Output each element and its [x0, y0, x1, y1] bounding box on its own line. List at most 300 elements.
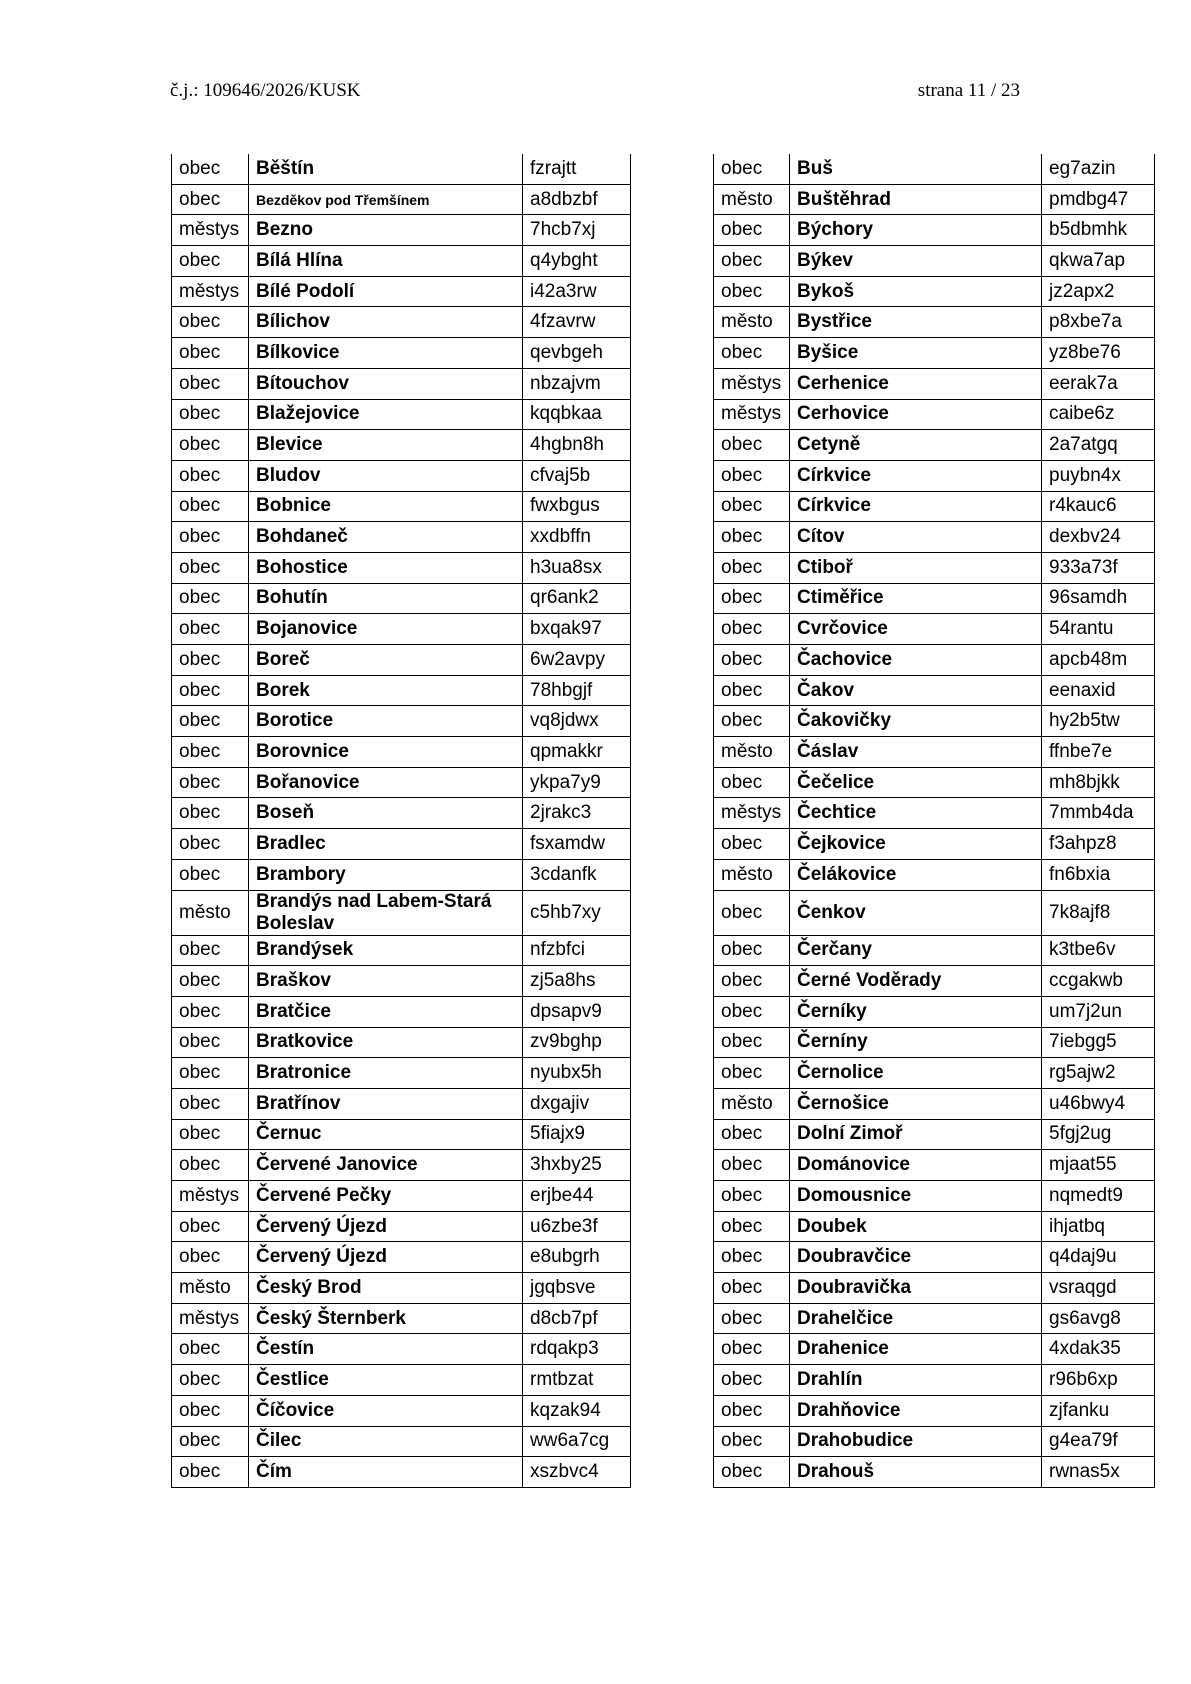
table-row	[172, 430, 1155, 461]
right-name-cell: Čakovičky	[790, 706, 1042, 737]
right-type-cell: obec	[714, 1027, 790, 1058]
column-gap	[631, 798, 714, 829]
right-name-cell: Drahouš	[790, 1457, 1042, 1488]
right-type-cell: město	[714, 737, 790, 768]
left-type-cell: městys	[172, 215, 249, 246]
right-name-cell: Bystřice	[790, 307, 1042, 338]
column-gap	[631, 552, 714, 583]
column-gap	[631, 583, 714, 614]
left-type-cell: obec	[172, 1058, 249, 1089]
left-name-cell: Bradlec	[249, 829, 523, 860]
left-code-cell: nfzbfci	[523, 935, 631, 966]
left-code-cell: 7hcb7xj	[523, 215, 631, 246]
right-name-cell: Býkev	[790, 246, 1042, 277]
right-name-cell: Černošice	[790, 1088, 1042, 1119]
left-code-cell: vq8jdwx	[523, 706, 631, 737]
left-type-cell: obec	[172, 859, 249, 890]
right-code-cell: 5fgj2ug	[1042, 1119, 1155, 1150]
right-type-cell: obec	[714, 1058, 790, 1089]
right-code-cell: r96b6xp	[1042, 1365, 1155, 1396]
left-code-cell: 3cdanfk	[523, 859, 631, 890]
table-row	[172, 859, 1155, 890]
column-gap	[631, 522, 714, 553]
right-type-cell: obec	[714, 1273, 790, 1304]
left-code-cell: h3ua8sx	[523, 552, 631, 583]
right-type-cell: obec	[714, 645, 790, 676]
right-type-cell: město	[714, 1088, 790, 1119]
left-name-cell: Bítouchov	[249, 368, 523, 399]
column-gap	[631, 1058, 714, 1089]
left-name-cell: Brambory	[249, 859, 523, 890]
left-name-cell: Bezno	[249, 215, 523, 246]
right-name-cell: Církvice	[790, 460, 1042, 491]
left-name-cell: Čilec	[249, 1426, 523, 1457]
right-code-cell: hy2b5tw	[1042, 706, 1155, 737]
right-code-cell: um7j2un	[1042, 996, 1155, 1027]
right-name-cell: Drahňovice	[790, 1395, 1042, 1426]
right-name-cell: Čerčany	[790, 935, 1042, 966]
left-code-cell: i42a3rw	[523, 276, 631, 307]
column-gap	[631, 430, 714, 461]
left-code-cell: erjbe44	[523, 1181, 631, 1212]
right-code-cell: b5dbmhk	[1042, 215, 1155, 246]
left-code-cell: kqqbkaa	[523, 399, 631, 430]
right-name-cell: Církvice	[790, 491, 1042, 522]
column-gap	[631, 1181, 714, 1212]
table-row	[172, 1119, 1155, 1150]
left-name-cell: Bratčice	[249, 996, 523, 1027]
left-name-cell: Bratronice	[249, 1058, 523, 1089]
left-code-cell: 2jrakc3	[523, 798, 631, 829]
right-name-cell: Čečelice	[790, 767, 1042, 798]
column-gap	[631, 184, 714, 215]
left-name-cell: Bratřínov	[249, 1088, 523, 1119]
left-type-cell: obec	[172, 399, 249, 430]
right-type-cell: město	[714, 859, 790, 890]
right-name-cell: Bykoš	[790, 276, 1042, 307]
left-code-cell: a8dbzbf	[523, 184, 631, 215]
left-name-cell: Brandýs nad Labem-Stará Boleslav	[249, 890, 523, 935]
column-gap	[631, 491, 714, 522]
right-type-cell: obec	[714, 966, 790, 997]
left-name-cell: Běštín	[249, 154, 523, 184]
right-name-cell: Drahenice	[790, 1334, 1042, 1365]
right-type-cell: obec	[714, 1365, 790, 1396]
right-code-cell: vsraqgd	[1042, 1273, 1155, 1304]
left-code-cell: d8cb7pf	[523, 1303, 631, 1334]
left-code-cell: 4fzavrw	[523, 307, 631, 338]
table-row	[172, 338, 1155, 369]
right-code-cell: 2a7atgq	[1042, 430, 1155, 461]
table-row	[172, 675, 1155, 706]
left-name-cell: Číčovice	[249, 1395, 523, 1426]
table-row	[172, 1303, 1155, 1334]
column-gap	[631, 154, 714, 184]
right-code-cell: rwnas5x	[1042, 1457, 1155, 1488]
left-name-cell: Boseň	[249, 798, 523, 829]
right-code-cell: 7mmb4da	[1042, 798, 1155, 829]
right-code-cell: q4daj9u	[1042, 1242, 1155, 1273]
left-type-cell: město	[172, 890, 249, 935]
right-code-cell: 7iebgg5	[1042, 1027, 1155, 1058]
right-code-cell: p8xbe7a	[1042, 307, 1155, 338]
table-row	[172, 154, 1155, 184]
column-gap	[631, 767, 714, 798]
column-gap	[631, 338, 714, 369]
right-name-cell: Čenkov	[790, 890, 1042, 935]
left-type-cell: město	[172, 1273, 249, 1304]
right-name-cell: Domousnice	[790, 1181, 1042, 1212]
table-row	[172, 829, 1155, 860]
right-code-cell: g4ea79f	[1042, 1426, 1155, 1457]
left-name-cell: Čestín	[249, 1334, 523, 1365]
right-type-cell: obec	[714, 338, 790, 369]
table-row	[172, 1242, 1155, 1273]
table-row	[172, 1088, 1155, 1119]
table-row	[172, 491, 1155, 522]
table-row	[172, 798, 1155, 829]
right-type-cell: obec	[714, 1426, 790, 1457]
left-type-cell: obec	[172, 1119, 249, 1150]
right-code-cell: 7k8ajf8	[1042, 890, 1155, 935]
left-type-cell: obec	[172, 798, 249, 829]
left-name-cell: Bojanovice	[249, 614, 523, 645]
left-code-cell: 4hgbn8h	[523, 430, 631, 461]
right-name-cell: Drahobudice	[790, 1426, 1042, 1457]
column-gap	[631, 246, 714, 277]
left-code-cell: rmtbzat	[523, 1365, 631, 1396]
left-name-cell: Bezděkov pod Třemšínem	[249, 184, 523, 215]
right-name-cell: Dománovice	[790, 1150, 1042, 1181]
table-row	[172, 706, 1155, 737]
right-type-cell: městys	[714, 399, 790, 430]
right-code-cell: zjfanku	[1042, 1395, 1155, 1426]
right-name-cell: Býchory	[790, 215, 1042, 246]
left-type-cell: obec	[172, 430, 249, 461]
column-gap	[631, 1027, 714, 1058]
right-name-cell: Černolice	[790, 1058, 1042, 1089]
left-type-cell: obec	[172, 706, 249, 737]
column-gap	[631, 1334, 714, 1365]
right-name-cell: Doubravčice	[790, 1242, 1042, 1273]
left-type-cell: obec	[172, 966, 249, 997]
column-gap	[631, 996, 714, 1027]
left-code-cell: 78hbgjf	[523, 675, 631, 706]
left-name-cell: Bílé Podolí	[249, 276, 523, 307]
right-type-cell: obec	[714, 1334, 790, 1365]
left-type-cell: obec	[172, 552, 249, 583]
left-code-cell: dpsapv9	[523, 996, 631, 1027]
left-type-cell: obec	[172, 935, 249, 966]
left-code-cell: c5hb7xy	[523, 890, 631, 935]
right-type-cell: obec	[714, 276, 790, 307]
right-code-cell: pmdbg47	[1042, 184, 1155, 215]
table-row	[172, 583, 1155, 614]
table-row	[172, 399, 1155, 430]
right-name-cell: Dolní Zimoř	[790, 1119, 1042, 1150]
right-type-cell: obec	[714, 1211, 790, 1242]
column-gap	[631, 1457, 714, 1488]
right-code-cell: gs6avg8	[1042, 1303, 1155, 1334]
table-row	[172, 1334, 1155, 1365]
left-name-cell: Červené Pečky	[249, 1181, 523, 1212]
left-type-cell: městys	[172, 276, 249, 307]
table-row	[172, 460, 1155, 491]
table-row	[172, 522, 1155, 553]
left-name-cell: Český Šternberk	[249, 1303, 523, 1334]
left-code-cell: jgqbsve	[523, 1273, 631, 1304]
right-name-cell: Doubravička	[790, 1273, 1042, 1304]
left-type-cell: obec	[172, 154, 249, 184]
left-code-cell: fwxbgus	[523, 491, 631, 522]
left-type-cell: městys	[172, 1181, 249, 1212]
left-code-cell: 3hxby25	[523, 1150, 631, 1181]
right-name-cell: Čejkovice	[790, 829, 1042, 860]
left-name-cell: Braškov	[249, 966, 523, 997]
left-code-cell: zv9bghp	[523, 1027, 631, 1058]
left-type-cell: obec	[172, 368, 249, 399]
left-code-cell: 6w2avpy	[523, 645, 631, 676]
left-name-cell: Bohutín	[249, 583, 523, 614]
page-number: strana 11 / 23	[917, 80, 1020, 101]
column-gap	[631, 890, 714, 935]
right-code-cell: 96samdh	[1042, 583, 1155, 614]
left-name-cell: Bludov	[249, 460, 523, 491]
column-gap	[631, 1211, 714, 1242]
table-row	[172, 767, 1155, 798]
right-code-cell: mjaat55	[1042, 1150, 1155, 1181]
right-code-cell: eenaxid	[1042, 675, 1155, 706]
right-code-cell: eg7azin	[1042, 154, 1155, 184]
column-gap	[631, 368, 714, 399]
right-name-cell: Cerhenice	[790, 368, 1042, 399]
left-type-cell: obec	[172, 1334, 249, 1365]
right-code-cell: fn6bxia	[1042, 859, 1155, 890]
right-type-cell: obec	[714, 430, 790, 461]
right-name-cell: Cerhovice	[790, 399, 1042, 430]
right-code-cell: apcb48m	[1042, 645, 1155, 676]
right-name-cell: Cítov	[790, 522, 1042, 553]
right-name-cell: Buš	[790, 154, 1042, 184]
column-gap	[631, 935, 714, 966]
table-row	[172, 552, 1155, 583]
column-gap	[631, 460, 714, 491]
left-code-cell: rdqakp3	[523, 1334, 631, 1365]
right-type-cell: obec	[714, 1150, 790, 1181]
left-name-cell: Bratkovice	[249, 1027, 523, 1058]
right-type-cell: obec	[714, 614, 790, 645]
right-code-cell: k3tbe6v	[1042, 935, 1155, 966]
column-gap	[631, 1303, 714, 1334]
right-name-cell: Čáslav	[790, 737, 1042, 768]
right-type-cell: město	[714, 184, 790, 215]
left-type-cell: obec	[172, 184, 249, 215]
column-gap	[631, 829, 714, 860]
right-name-cell: Buštěhrad	[790, 184, 1042, 215]
right-type-cell: obec	[714, 890, 790, 935]
right-type-cell: obec	[714, 829, 790, 860]
table-row	[172, 1365, 1155, 1396]
left-code-cell: u6zbe3f	[523, 1211, 631, 1242]
left-code-cell: fsxamdw	[523, 829, 631, 860]
right-type-cell: obec	[714, 1303, 790, 1334]
left-type-cell: obec	[172, 1027, 249, 1058]
left-type-cell: obec	[172, 522, 249, 553]
right-name-cell: Čechtice	[790, 798, 1042, 829]
column-gap	[631, 1119, 714, 1150]
left-name-cell: Borovnice	[249, 737, 523, 768]
table-row	[172, 1058, 1155, 1089]
right-name-cell: Čelákovice	[790, 859, 1042, 890]
column-gap	[631, 966, 714, 997]
right-name-cell: Ctiměřice	[790, 583, 1042, 614]
right-type-cell: obec	[714, 246, 790, 277]
table-row	[172, 1273, 1155, 1304]
table-row	[172, 996, 1155, 1027]
right-code-cell: 54rantu	[1042, 614, 1155, 645]
left-name-cell: Bohdaneč	[249, 522, 523, 553]
column-gap	[631, 1273, 714, 1304]
left-type-cell: obec	[172, 583, 249, 614]
right-type-cell: obec	[714, 1457, 790, 1488]
left-code-cell: cfvaj5b	[523, 460, 631, 491]
left-type-cell: obec	[172, 737, 249, 768]
column-gap	[631, 215, 714, 246]
right-name-cell: Černé Voděrady	[790, 966, 1042, 997]
right-code-cell: rg5ajw2	[1042, 1058, 1155, 1089]
left-type-cell: obec	[172, 996, 249, 1027]
right-code-cell: dexbv24	[1042, 522, 1155, 553]
left-type-cell: obec	[172, 1088, 249, 1119]
left-name-cell: Borotice	[249, 706, 523, 737]
right-name-cell: Ctiboř	[790, 552, 1042, 583]
right-name-cell: Čachovice	[790, 645, 1042, 676]
column-gap	[631, 859, 714, 890]
right-type-cell: obec	[714, 154, 790, 184]
left-name-cell: Bořanovice	[249, 767, 523, 798]
column-gap	[631, 276, 714, 307]
column-gap	[631, 675, 714, 706]
left-code-cell: bxqak97	[523, 614, 631, 645]
right-name-cell: Drahelčice	[790, 1303, 1042, 1334]
table-row	[172, 614, 1155, 645]
left-code-cell: 5fiajx9	[523, 1119, 631, 1150]
table-row	[172, 246, 1155, 277]
right-name-cell: Čakov	[790, 675, 1042, 706]
left-code-cell: nyubx5h	[523, 1058, 631, 1089]
table-row	[172, 1395, 1155, 1426]
left-name-cell: Červený Újezd	[249, 1211, 523, 1242]
column-gap	[631, 737, 714, 768]
left-type-cell: obec	[172, 491, 249, 522]
right-code-cell: ffnbe7e	[1042, 737, 1155, 768]
column-gap	[631, 1426, 714, 1457]
left-code-cell: xszbvc4	[523, 1457, 631, 1488]
left-name-cell: Černuc	[249, 1119, 523, 1150]
right-code-cell: f3ahpz8	[1042, 829, 1155, 860]
right-code-cell: ihjatbq	[1042, 1211, 1155, 1242]
right-code-cell: eerak7a	[1042, 368, 1155, 399]
left-code-cell: kqzak94	[523, 1395, 631, 1426]
left-name-cell: Blevice	[249, 430, 523, 461]
reference-number: č.j.: 109646/2026/KUSK	[170, 80, 361, 101]
right-type-cell: obec	[714, 935, 790, 966]
table-body	[172, 154, 1155, 1487]
left-type-cell: obec	[172, 460, 249, 491]
left-name-cell: Český Brod	[249, 1273, 523, 1304]
left-name-cell: Čím	[249, 1457, 523, 1488]
right-type-cell: obec	[714, 767, 790, 798]
right-code-cell: caibe6z	[1042, 399, 1155, 430]
right-type-cell: obec	[714, 215, 790, 246]
table-row	[172, 890, 1155, 935]
table-row	[172, 368, 1155, 399]
right-type-cell: obec	[714, 583, 790, 614]
right-code-cell: r4kauc6	[1042, 491, 1155, 522]
left-name-cell: Červené Janovice	[249, 1150, 523, 1181]
right-code-cell: nqmedt9	[1042, 1181, 1155, 1212]
left-name-cell: Boreč	[249, 645, 523, 676]
column-gap	[631, 1365, 714, 1396]
right-code-cell: puybn4x	[1042, 460, 1155, 491]
left-type-cell: městys	[172, 1303, 249, 1334]
right-code-cell: 933a73f	[1042, 552, 1155, 583]
left-code-cell: xxdbffn	[523, 522, 631, 553]
table-row	[172, 1181, 1155, 1212]
column-gap	[631, 614, 714, 645]
left-name-cell: Bobnice	[249, 491, 523, 522]
right-type-cell: obec	[714, 1119, 790, 1150]
left-type-cell: obec	[172, 1211, 249, 1242]
table-row	[172, 307, 1155, 338]
left-code-cell: ww6a7cg	[523, 1426, 631, 1457]
left-type-cell: obec	[172, 1426, 249, 1457]
right-type-cell: obec	[714, 522, 790, 553]
left-code-cell: e8ubgrh	[523, 1242, 631, 1273]
left-code-cell: dxgajiv	[523, 1088, 631, 1119]
right-name-cell: Byšice	[790, 338, 1042, 369]
right-code-cell: 4xdak35	[1042, 1334, 1155, 1365]
left-type-cell: obec	[172, 675, 249, 706]
column-gap	[631, 399, 714, 430]
column-gap	[631, 1088, 714, 1119]
table-row	[172, 276, 1155, 307]
right-type-cell: obec	[714, 1395, 790, 1426]
table-row	[172, 645, 1155, 676]
left-name-cell: Čestlice	[249, 1365, 523, 1396]
left-type-cell: obec	[172, 829, 249, 860]
left-type-cell: obec	[172, 1150, 249, 1181]
left-type-cell: obec	[172, 338, 249, 369]
left-code-cell: nbzajvm	[523, 368, 631, 399]
right-type-cell: obec	[714, 706, 790, 737]
right-code-cell: jz2apx2	[1042, 276, 1155, 307]
right-type-cell: obec	[714, 460, 790, 491]
right-type-cell: obec	[714, 996, 790, 1027]
column-gap	[631, 1395, 714, 1426]
table-row	[172, 184, 1155, 215]
left-type-cell: obec	[172, 645, 249, 676]
column-gap	[631, 307, 714, 338]
left-name-cell: Bílá Hlína	[249, 246, 523, 277]
right-name-cell: Doubek	[790, 1211, 1042, 1242]
left-name-cell: Bílkovice	[249, 338, 523, 369]
left-code-cell: ykpa7y9	[523, 767, 631, 798]
table-row	[172, 1027, 1155, 1058]
right-code-cell: ccgakwb	[1042, 966, 1155, 997]
column-gap	[631, 1242, 714, 1273]
right-code-cell: yz8be76	[1042, 338, 1155, 369]
